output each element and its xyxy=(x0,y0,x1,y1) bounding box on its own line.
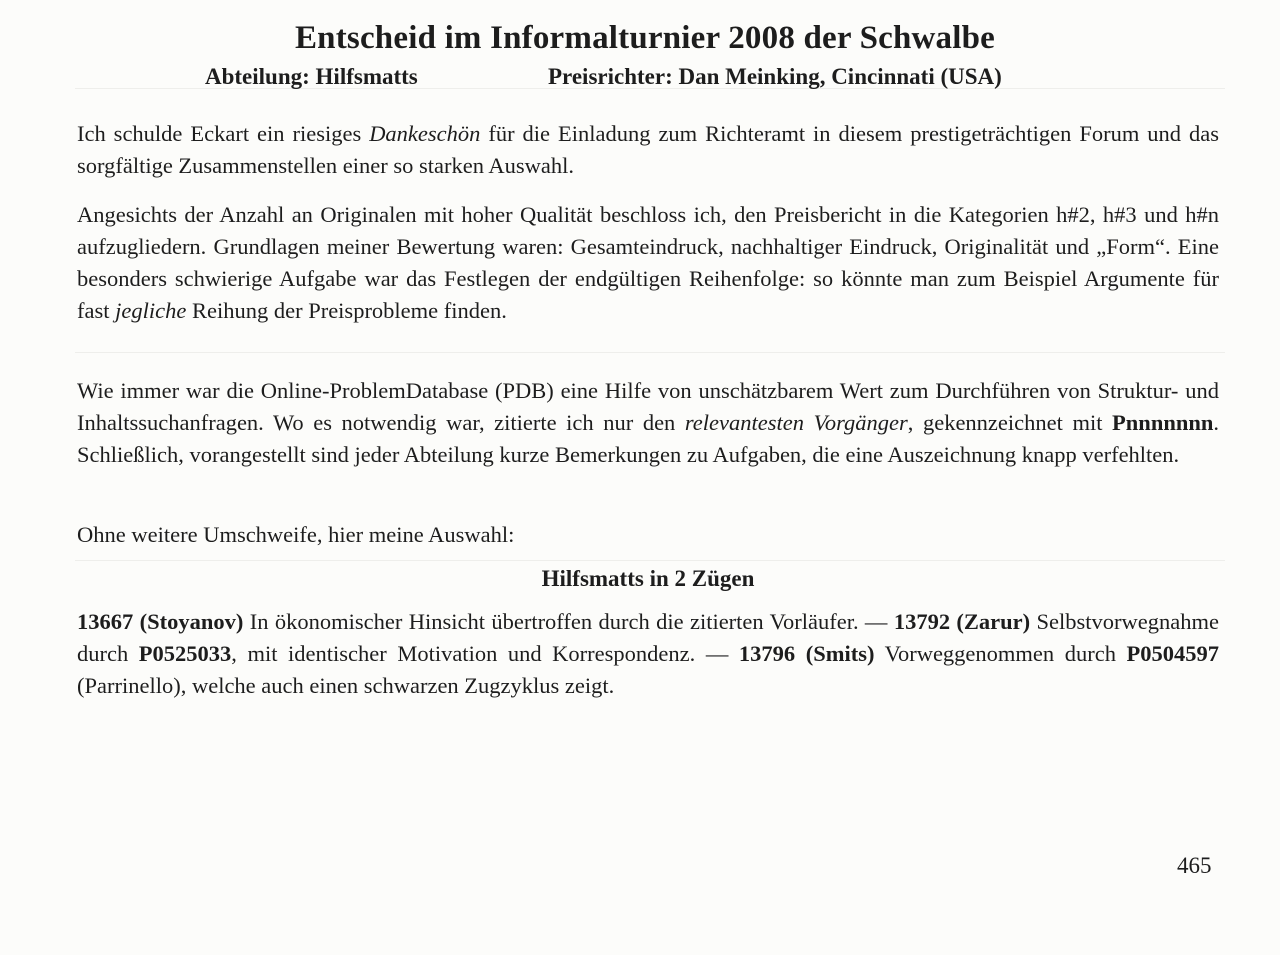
text-run: . Schließlich, vorangestellt sind jeder Abteilung kurze Bemerkungen zu Aufgaben, die eine Auszeichnung knapp verfehlten. xyxy=(77,410,1220,467)
emphasis-text: Dankeschön xyxy=(369,121,481,146)
show-through-line xyxy=(75,352,1225,353)
emphasis-text: jegliche xyxy=(115,298,187,323)
section-label: Abteilung: Hilfsmatts xyxy=(205,64,418,89)
show-through-line xyxy=(75,560,1225,561)
emphasis-text: relevantesten Vorgänger xyxy=(684,410,908,435)
page-number: 465 xyxy=(1177,853,1212,878)
problem-ref: 13792 (Zarur) xyxy=(893,609,1031,634)
text-run: für die Einladung zum Richteramt in diesem prestigeträchtigen Forum und das sorgfältige Zusammenstellen einer so starken Auswahl. xyxy=(77,121,1220,178)
text-run: Angesichts der Anzahl an Originalen mit hoher Qualität beschloss ich, den Preisbericht in die Kategorien h#2, h#3 und h#n aufzugliedern. Grundlagen meiner Bewertung waren: Gesamteindruck, nachhaltiger Eindruck, Originalität und „Form“. Eine besonders schwierige Aufgabe war das Festlegen der endgültigen Reihenfolge: so könnte man zum Beispiel Argumente für fast xyxy=(77,202,1219,323)
text-run: Ich schulde Eckart ein riesiges xyxy=(77,121,370,146)
text-run: Wie immer war die Online-ProblemDatabase (PDB) eine Hilfe von unschätzbarem Wert zum Durchführen von Struktur- und Inhaltssuchanfragen. Wo es notwendig war, zitierte ich nur den xyxy=(77,378,1219,435)
text-run: Vorweggenommen durch xyxy=(874,641,1127,666)
paragraph-remarks xyxy=(77,606,1219,702)
bold-text: Pnnnnnnn xyxy=(1112,410,1214,435)
text-run: , mit identischer Motivation und Korrespondenz. — xyxy=(231,641,739,666)
paragraph-pdb xyxy=(77,375,1219,471)
judge-label: Preisrichter: Dan Meinking, Cincinnati (USA) xyxy=(548,64,1002,89)
paragraph-categories xyxy=(77,199,1219,327)
pdb-ref: P0504597 xyxy=(1126,641,1220,666)
text-run: Selbstvorwegnahme durch xyxy=(77,609,1220,666)
paragraph-selection: Ohne weitere Umschweife, hier meine Auswahl: xyxy=(77,522,515,547)
text-run: , gekennzeichnet mit xyxy=(907,410,1113,435)
paragraph-intro xyxy=(77,118,1219,182)
problem-ref: 13796 (Smits) xyxy=(738,641,875,666)
problem-ref: 13667 (Stoyanov) xyxy=(77,609,244,634)
page-title: Entscheid im Informalturnier 2008 der Schwalbe xyxy=(294,20,996,56)
text-run: In ökonomischer Hinsicht übertroffen durch die zitierten Vorläufer. — xyxy=(243,609,894,634)
text-run: Reihung der Preisprobleme finden. xyxy=(186,298,507,323)
pdb-ref: P0525033 xyxy=(138,641,232,666)
section-heading: Hilfsmatts in 2 Zügen xyxy=(541,566,755,591)
text-run: (Parrinello), welche auch einen schwarzen Zugzyklus zeigt. xyxy=(77,673,615,698)
